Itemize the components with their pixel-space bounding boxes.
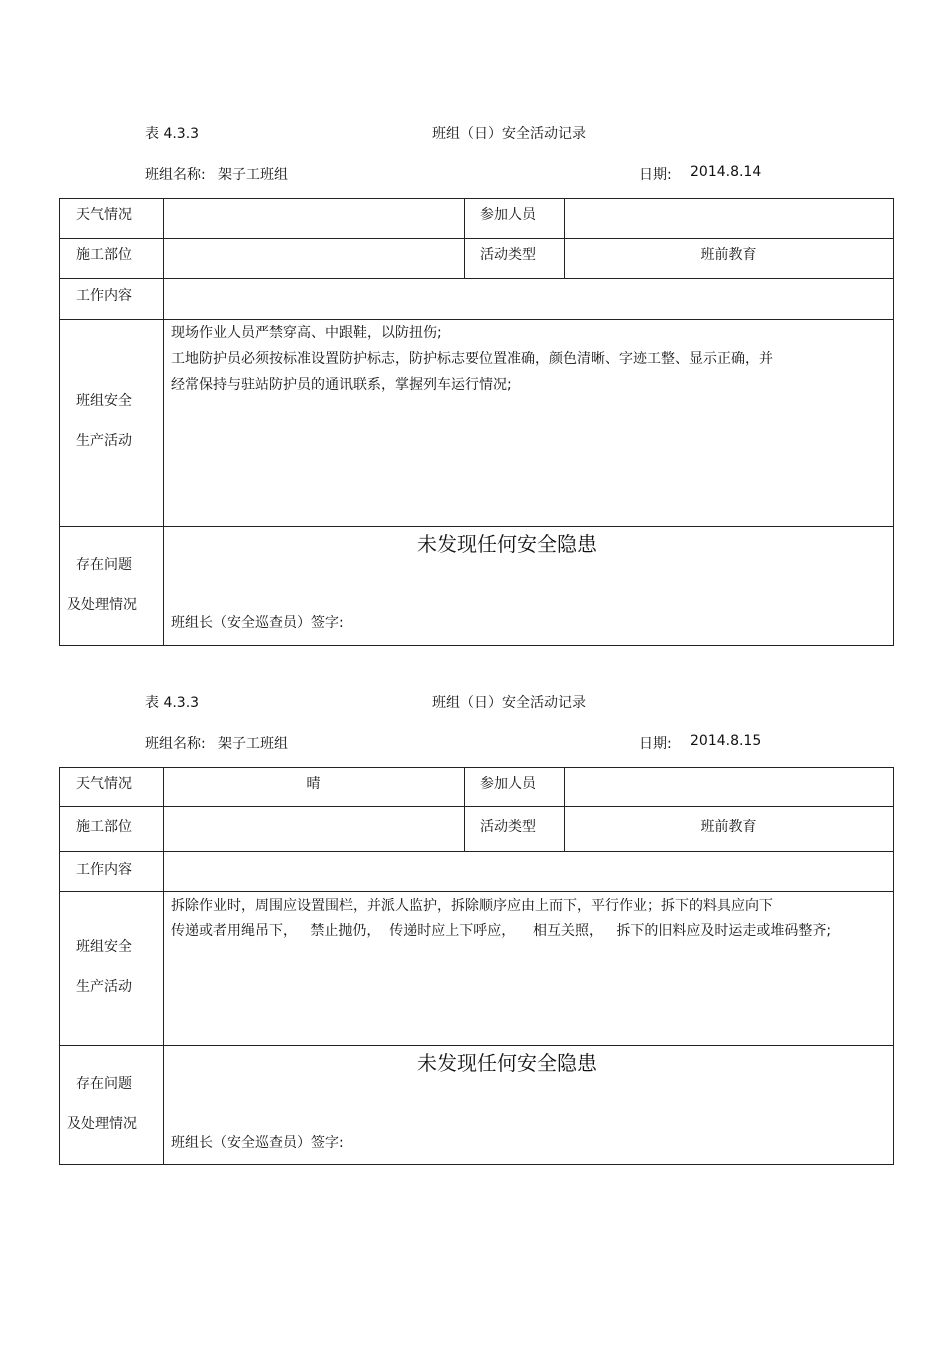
safety-activity-line: 传递或者用绳吊下， 禁止抛仍， 传递时应上下呼应， 相互关照， 拆下的旧料应及时运走或堆码整齐; <box>171 923 832 939</box>
safety-activity-label-line1: 班组安全 <box>76 393 132 409</box>
participants-label: 参加人员 <box>480 776 536 792</box>
activity-type-label: 活动类型 <box>480 819 536 835</box>
weather-value: 晴 <box>306 776 321 792</box>
safety-activity-line: 经常保持与驻站防护员的通讯联系，掌握列车运行情况; <box>171 377 512 393</box>
weather-label: 天气情况 <box>76 207 132 223</box>
site-label: 施工部位 <box>76 819 132 835</box>
weather-label: 天气情况 <box>76 776 132 792</box>
activity-record-table <box>59 198 894 646</box>
activity-type-value: 班前教育 <box>700 247 757 263</box>
safety-activity-line: 工地防护员必须按标准设置防护标志，防护标志要位置准确，颜色清晰、字迹工整、显示正确，并 <box>171 351 773 367</box>
participants-label: 参加人员 <box>480 207 536 223</box>
safety-activity-label-line2: 生产活动 <box>76 979 132 995</box>
form-title: 班组（日）安全活动记录 <box>432 126 586 142</box>
issues-result: 未发现任何安全隐患 <box>417 532 597 556</box>
issues-label-line1: 存在问题 <box>76 557 132 573</box>
safety-activity-label-line2: 生产活动 <box>76 433 132 449</box>
activity-type-label: 活动类型 <box>480 247 536 263</box>
site-label: 施工部位 <box>76 247 132 263</box>
issues-label-line2: 及处理情况 <box>67 1116 137 1132</box>
activity-type-value: 班前教育 <box>700 819 757 835</box>
date-value: 2014.8.14 <box>690 164 762 180</box>
safety-activity-line: 现场作业人员严禁穿高、中跟鞋，以防扭伤; <box>171 325 442 341</box>
table-number: 表 4.3.3 <box>145 126 200 142</box>
issues-label-line1: 存在问题 <box>76 1076 132 1092</box>
work-content-label: 工作内容 <box>76 862 132 878</box>
issues-result: 未发现任何安全隐患 <box>417 1051 597 1075</box>
date-value: 2014.8.15 <box>690 733 762 749</box>
team-name: 架子工班组 <box>218 167 288 183</box>
signature-label: 班组长（安全巡查员）签字: <box>171 1135 344 1151</box>
date-label: 日期: <box>639 167 672 183</box>
safety-activity-line: 拆除作业时，周围应设置围栏，并派人监护，拆除顺序应由上而下，平行作业；拆下的料具应向下 <box>171 898 773 914</box>
form-title: 班组（日）安全活动记录 <box>432 695 586 711</box>
work-content-label: 工作内容 <box>76 288 132 304</box>
team-label: 班组名称: <box>145 167 206 183</box>
signature-label: 班组长（安全巡查员）签字: <box>171 615 344 631</box>
activity-record-table <box>59 767 894 1165</box>
table-number: 表 4.3.3 <box>145 695 200 711</box>
date-label: 日期: <box>639 736 672 752</box>
issues-label-line2: 及处理情况 <box>67 597 137 613</box>
team-name: 架子工班组 <box>218 736 288 752</box>
safety-activity-label-line1: 班组安全 <box>76 939 132 955</box>
team-label: 班组名称: <box>145 736 206 752</box>
